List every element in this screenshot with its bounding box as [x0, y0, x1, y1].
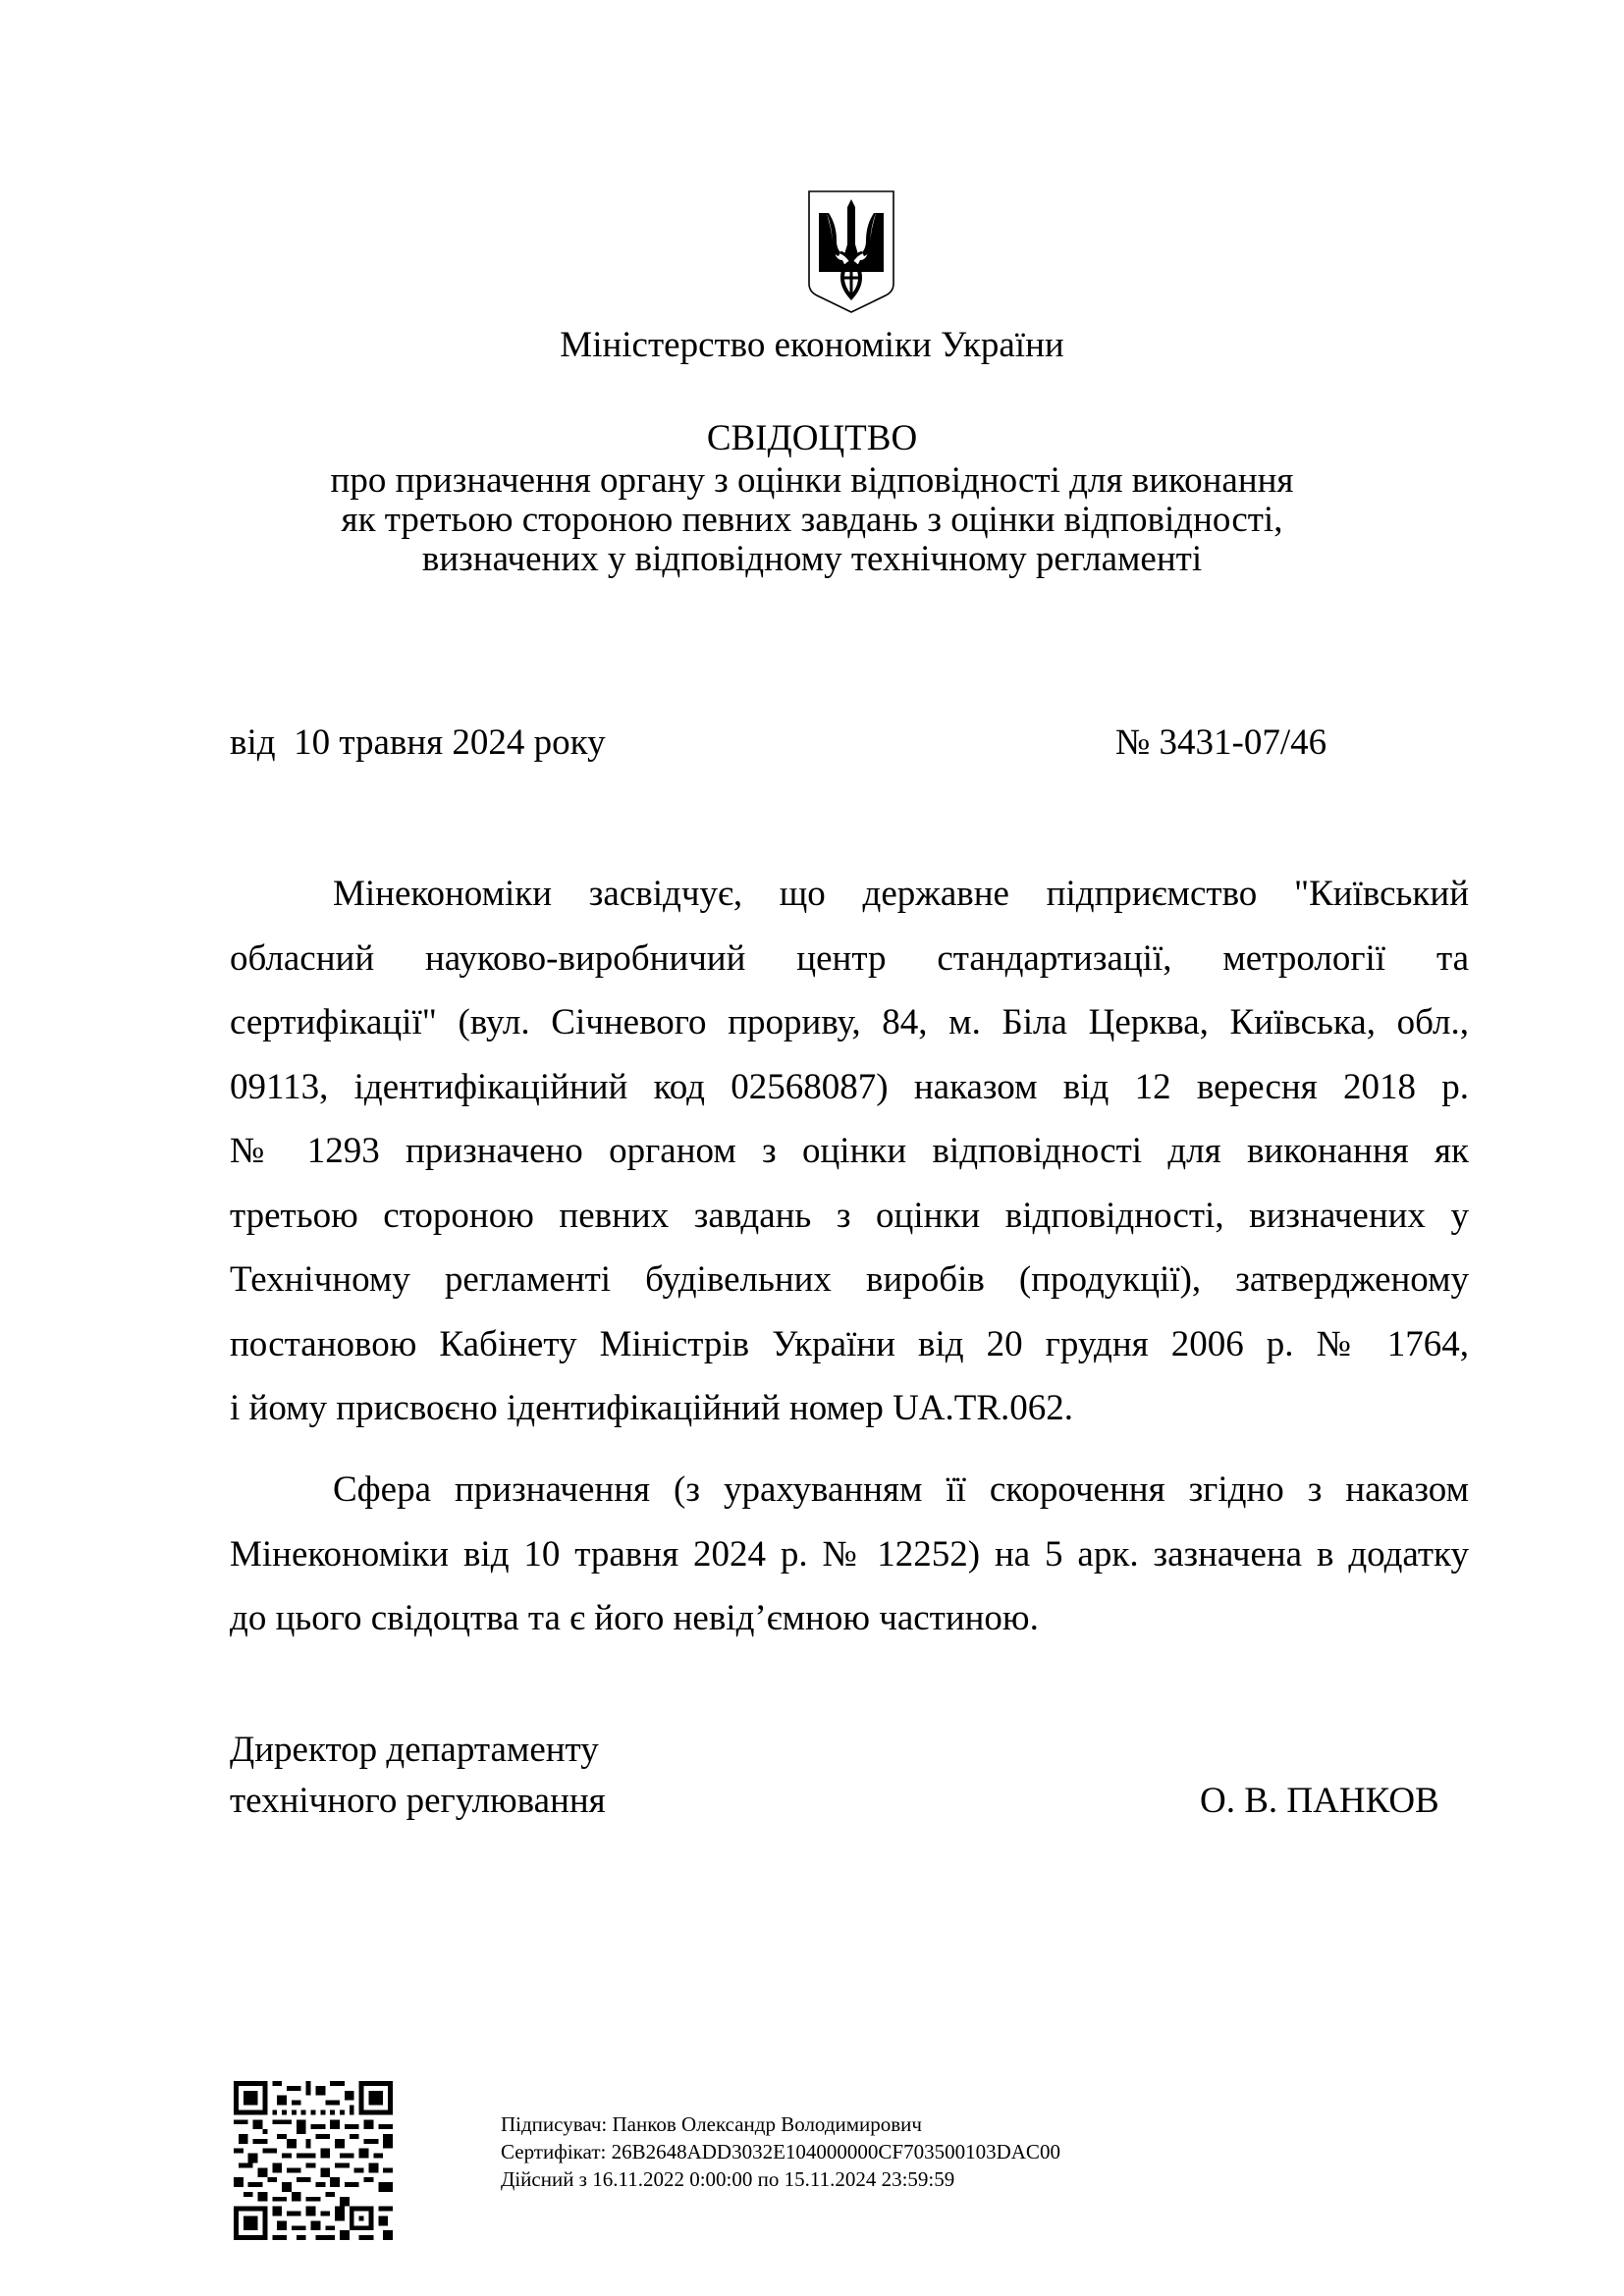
body-paragraph-2 [230, 1458, 1469, 1651]
ministry-name: Міністерство економіки України [560, 325, 1064, 365]
signatory-position [230, 1725, 606, 1827]
position-line: технічного регулювання [230, 1781, 606, 1821]
certificate-validity: Дійсний з 16.11.2022 0:00:00 по 15.11.2024 23:59:59 [501, 2167, 955, 2191]
document-title: СВІДОЦТВО [706, 418, 918, 458]
certificate-id: Сертифікат: 26B2648ADD3032E104000000CF703500103DAC00 [501, 2140, 1060, 2163]
digital-signature-info [501, 2110, 1060, 2193]
body-paragraph-1 [230, 862, 1469, 1441]
paragraph-line: Мінекономіки засвідчує, що державне підприємство "Київський [333, 874, 1469, 914]
paragraph-line: № 1293 призначено органом з оцінки відповідності для виконання як [230, 1131, 1469, 1171]
paragraph-line: постановою Кабінету Міністрів України від 20 грудня 2006 р. № 1764, [230, 1323, 1469, 1364]
ukraine-trident-coat-of-arms-icon [807, 189, 895, 314]
paragraph-line: обласний науково-виробничий центр стандартизації, метрології та [230, 937, 1469, 979]
document-date: від 10 травня 2024 року [230, 722, 606, 763]
paragraph-line: і йому присвоєно ідентифікаційний номер UA.TR.062. [230, 1388, 1074, 1428]
document-subtitle [0, 461, 1624, 579]
position-line: Директор департаменту [230, 1730, 599, 1770]
document-number: № 3431-07/46 [1115, 722, 1327, 763]
paragraph-line: 09113, ідентифікаційний код 02568087) наказом від 12 вересня 2018 р. [230, 1066, 1469, 1107]
subtitle-line: про призначення органу з оцінки відповідності для виконання [330, 460, 1294, 501]
subtitle-line: як третьою стороною певних завдань з оцінки відповідності, [341, 500, 1283, 540]
paragraph-line: Технічному регламенті будівельних виробів (продукції), затвердженому [230, 1259, 1469, 1300]
qr-code-icon [234, 2081, 393, 2240]
paragraph-line: Мінекономіки від 10 травня 2024 р. № 12252) на 5 арк. зазначена в додатку [230, 1533, 1469, 1575]
signatory-name: О. В. ПАНКОВ [1200, 1781, 1439, 1821]
signer-name: Підписувач: Панков Олександр Володимирович [501, 2112, 922, 2136]
paragraph-line: третьою стороною певних завдань з оцінки відповідності, визначених у [230, 1195, 1469, 1236]
paragraph-line: Сфера призначення (з урахуванням її скорочення згідно з наказом [333, 1469, 1469, 1510]
paragraph-line: до цього свідоцтва та є його невід’ємною частиною. [230, 1598, 1039, 1638]
paragraph-line: сертифікації" (вул. Січневого прориву, 84, м. Біла Церква, Київська, обл., [230, 1002, 1469, 1042]
subtitle-line: визначених у відповідному технічному регламенті [421, 539, 1203, 579]
